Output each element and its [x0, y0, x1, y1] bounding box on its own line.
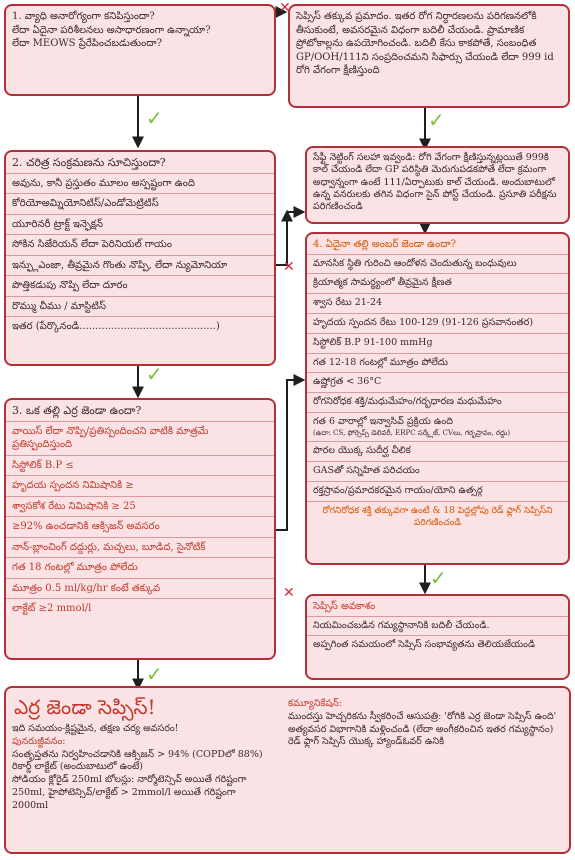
- list-item-text: గత 6 వారాల్లో ఇన్వాసివ్ ప్రక్రియ ఉంది: [313, 416, 453, 427]
- final-right-column: [288, 698, 563, 749]
- sepsis-possible-title: సెప్సిస్ అవకాశం: [307, 596, 568, 617]
- resuscitation-heading: పునరుజ్జీవనం:: [12, 735, 66, 747]
- question-1-line: లేదా MEOWS ప్రేరేపించబడుతుందా?: [12, 38, 162, 49]
- final-left-column: [12, 690, 274, 813]
- cross-icon: ✕: [283, 585, 295, 601]
- final-left-line: రికార్డ్ లాక్టేట్ (అందుబాటులో ఉంటే): [12, 761, 144, 773]
- question-1-box: [4, 4, 276, 96]
- list-item: యూరినరీ ట్రాక్ట్ ఇన్ఫెక్షన్: [6, 215, 274, 236]
- list-item: లాక్టేట్ ≥2 mmol/l: [12, 603, 92, 615]
- list-item: హృదయ స్పందన రేటు 100-129 (91-126 ప్రసవానంతర): [307, 314, 568, 334]
- list-item: వాయిస్ లేదా నొప్పి/ప్రతిస్పందించని వాటికి మాత్రమే ప్రతిస్పందిస్తుంది: [6, 422, 274, 456]
- question-1-line: లేదా ఏదైనా పరిశీలనలు అసాధారణంగా ఉన్నాయా?: [12, 24, 211, 36]
- list-item: ≥92% ఉంచడానికి ఆక్సిజన్ అవసరం: [6, 517, 274, 538]
- list-item: నాన్-బ్లాంచింగ్ దద్దుర్లు, మచ్చలు, బూడిద, సైనోటిక్: [6, 538, 274, 559]
- list-item: సోకిన సిజేరియన్ లేదా పెరినియల్ గాయం: [6, 235, 274, 256]
- question-3-title: 3. ఒక తల్లి ఎర్ర జెండా ఉందా?: [6, 400, 274, 422]
- amber-footer-note: రోగనిరోధక శక్తి తక్కువగా ఉంటే & 18 పెద్దల్లోపు రెడ్ ఫ్లాగ్ సెప్సిస్‌ని పరిగణించండి: [322, 505, 553, 528]
- final-right-line: అత్యవసర విభాగానికి మళ్లించండి (లేదా అంగీకరించిన ఇతర గమ్యస్థానం): [288, 723, 554, 735]
- check-icon: ✓: [428, 108, 445, 132]
- question-2-title: 2. చరిత్ర సంక్రమణను సూచిస్తుందా?: [6, 152, 274, 174]
- question-3-box: [4, 398, 276, 660]
- list-item: రక్తస్రావం/ప్రమాదకరమైన గాయం/యోని ఉత్సర్గ: [307, 482, 568, 502]
- red-flag-sepsis-box: [4, 686, 571, 854]
- list-item: మూత్రం 0.5 ml/kg/hr కంటే తక్కువ: [6, 579, 274, 600]
- safety-net-box: [305, 146, 570, 224]
- check-icon: ✓: [146, 362, 163, 386]
- final-left-line: సోడియం క్లోరైడ్ 250ml బోలస్లు: నార్మోటెన్సివ్ అయితే గరిష్టంగా 250ml, హైపోటెన్సివ్/లాక్టేట్ > 2mmol/l అయితే గరిష్టంగా 2000ml: [12, 774, 247, 811]
- list-item-note: (ఉదా: CS, ఫోర్సెప్స్ డెలివరీ, ERPC సర్క్లేజ్, CVలు, గర్భస్రావం, రద్దు): [313, 428, 511, 437]
- list-item: శ్వాసకోశ రేటు నిమిషానికి ≥ 25: [6, 497, 274, 518]
- low-risk-box: [288, 4, 570, 108]
- cross-icon: ✕: [283, 259, 295, 275]
- list-item: అవును, కానీ ప్రస్తుతం మూలం అస్పష్టంగా ఉంది: [6, 174, 274, 195]
- low-risk-text: సెప్సిస్ తక్కువ ప్రమాదం. ఇతర రోగ నిర్ధారణలను పరిగణనలోకి తీసుకుంటే, అవసరమైన విధంగా బదిలీ చేయండి. ప్రామాణిక ప్రోటోకాల్లను ఉపయోగించండి. బదిలీ కేసు కాకపోతే, సంబంధిత GP/OOH/111ని సంప్రదించమని సిఫార్సు చేయండి లేదా 999 id రోగి వేగంగా క్షీణిస్తుంది: [296, 11, 554, 76]
- list-item: మానసిక స్థితి గురించి ఆందోళన చెందుతున్న బంధువులు: [307, 255, 568, 275]
- list-item: రోగనిరోధక శక్తి/మధుమేహం/గర్భధారణ మధుమేహం: [307, 393, 568, 413]
- question-4-title: 4. ఏదైనా తల్లి అంబర్ జెండా ఉందా?: [307, 234, 568, 255]
- list-item: సిస్టోలిక్ B.P 91-100 mmHg: [307, 334, 568, 354]
- cross-icon: ✕: [279, 0, 291, 16]
- list-item: పొరల యొక్క సుదీర్ఘ చీలిక: [307, 442, 568, 462]
- check-icon: ✓: [146, 662, 163, 686]
- question-4-box: [305, 232, 570, 565]
- list-item: ఇతర (పేర్కొనండి...........................................): [12, 321, 220, 333]
- list-item: ఇన్ఫ్లుఎంజా, తీవ్రమైన గొంతు నొప్పి, లేదా న్యుమోనియా: [6, 256, 274, 277]
- question-1-title: 1. వ్యాధి అనారోగ్యంగా కనిపిస్తుందా?: [12, 11, 155, 22]
- list-item: పొత్తికడుపు నొప్పి లేదా దూరం: [6, 276, 274, 297]
- list-item: [307, 413, 568, 442]
- list-item: GASతో సన్నిహిత పరిచయం: [307, 462, 568, 482]
- list-item: క్రియాత్మక సామర్థ్యంలో తీవ్రమైన క్షీణత: [307, 274, 568, 294]
- list-item: గత 12-18 గంటల్లో మూత్రం పోలేదు: [307, 354, 568, 374]
- list-item: అప్పగింత సమయంలో సెప్సిస్ సంభావ్యతను తెలియజేయండి: [313, 639, 535, 651]
- list-item: సిస్టోలిక్ B.P ≤: [6, 456, 274, 477]
- safety-net-text: సేఫ్టీ నెట్టింగ్ సలహా ఇవ్వండి: రోగి వేగంగా క్షీణిస్తున్నట్లయితే 999కి కాల్ చేయండి లేదా GP పరిస్థితి మెరుగుపడకపోతే లేదా క్రమంగా అధ్వాన్నంగా ఉంటే 111/ఏర్పాటుకు కాల్ చేయండి. అందుబాటులో ఉన్న వనరులకు తగిన విధంగా సైన్ పోస్ట్ చేయండి. ప్రసూతి పరీక్షను పరిగణించండి: [313, 152, 557, 213]
- list-item: కోరియోఅమ్నియోనిటిస్/ఎండోమెట్రిటిస్: [6, 194, 274, 215]
- red-flag-sepsis-title: ఎర్ర జెండా సెప్సిస్!: [14, 695, 156, 719]
- check-icon: ✓: [430, 566, 447, 590]
- communication-heading: కమ్యూనికేషన్:: [288, 698, 342, 709]
- list-item: హృదయ స్పందన నిమిషానికి ≥: [6, 476, 274, 497]
- list-item: రొమ్ము చీము / మాస్టిటిస్: [6, 297, 274, 318]
- list-item: శ్వాస రేటు 21-24: [307, 294, 568, 314]
- question-2-box: [4, 150, 276, 366]
- final-right-line: ముందస్తు హెచ్చరికను స్వీకరించే ఆసుపత్రి: 'రోగికి ఎర్ర జెండా సెప్సిస్ ఉంది': [288, 710, 557, 722]
- sepsis-possible-box: [305, 594, 570, 680]
- final-right-line: రెడ్ ఫ్లాగ్ సెప్సిస్ యొక్క హ్యాండ్ఓవర్ ఉనికి: [288, 736, 445, 748]
- final-left-line: సంతృప్తతను నిర్వహించడానికి ఆక్సిజన్ > 94% (COPDలో 88%): [12, 748, 263, 760]
- check-icon: ✓: [146, 106, 163, 130]
- list-item: నియమించబడిన గమ్యస్థానానికి బదిలీ చేయండి.: [307, 617, 568, 637]
- final-left-line: ఇది సమయం-క్లిష్టమైన, తక్షణ చర్య అవసరం!: [12, 723, 179, 734]
- list-item: గత 18 గంటల్లో మూత్రం పోలేదు: [6, 558, 274, 579]
- list-item: ఉష్ణోగ్రత < 36°C: [307, 373, 568, 393]
